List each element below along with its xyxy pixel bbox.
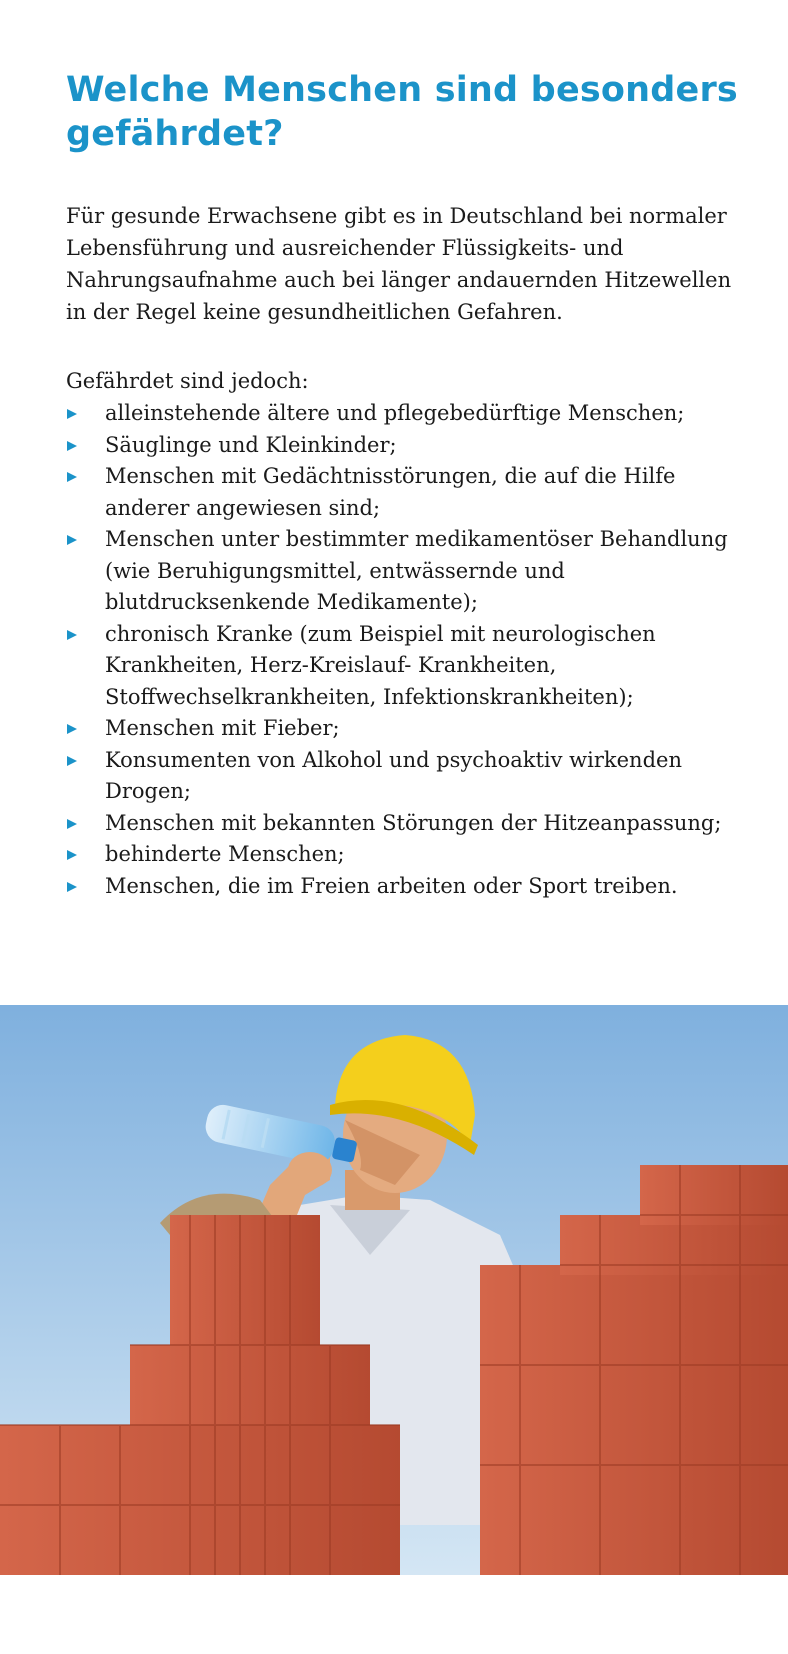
risk-group-text: Menschen, die im Freien arbeiten oder Sport treiben. [105,873,678,898]
risk-group-text: Konsumenten von Alkohol und psychoaktiv wirkenden Drogen; [105,747,682,803]
triangle-bullet-icon [67,472,77,482]
risk-group-item [66,524,746,619]
page-heading: Welche Menschen sind besonders gefährdet? [66,70,738,154]
triangle-bullet-icon [67,441,77,451]
risk-group-item [66,713,746,745]
risk-group-item [66,839,746,871]
intro-paragraph: Für gesunde Erwachsene gibt es in Deutschland bei normaler Lebensführung und ausreichender Flüssigkeits- und Nahrungsaufnahme auch bei länger andauernden Hitzewellen in der Regel keine gesundheitlichen Gefahren. [66,204,732,324]
triangle-bullet-icon [67,882,77,892]
risk-group-item [66,461,746,524]
risk-group-text: behinderte Menschen; [105,842,345,866]
risk-group-item [66,619,746,714]
risk-group-text: Menschen mit Gedächtnisstörungen, die auf die Hilfe anderer angewiesen sind; [105,464,676,520]
risk-group-text: alleinstehende ältere und pflegebedürftige Menschen; [105,401,685,425]
triangle-bullet-icon [67,409,77,419]
triangle-bullet-icon [67,850,77,860]
risk-group-item [66,398,746,430]
risk-group-item [66,745,746,808]
triangle-bullet-icon [67,724,77,734]
risk-group-text: Menschen mit bekannten Störungen der Hitzeanpassung; [105,810,722,835]
risk-group-item [66,808,746,840]
triangle-bullet-icon [67,819,77,829]
risk-group-item [66,430,746,462]
risk-group-text: chronisch Kranke (zum Beispiel mit neurologischen Krankheiten, Herz-Kreislauf- Krankheiten, Stoffwechselkrankheiten, Infektionskrankheiten); [105,621,656,709]
triangle-bullet-icon [67,756,77,766]
triangle-bullet-icon [67,535,77,545]
worker-drinking-photo [0,1005,788,1575]
risk-group-text: Menschen unter bestimmter medikamentöser Behandlung (wie Beruhigungsmittel, entwässernde und blutdrucksenkende Medikamente); [105,527,728,614]
risk-group-text: Säuglinge und Kleinkinder; [105,432,397,457]
triangle-bullet-icon [67,630,77,640]
list-lead-text: Gefährdet sind jedoch: [66,369,309,393]
risk-group-list [66,398,746,902]
risk-group-text: Menschen mit Fieber; [105,716,340,740]
risk-group-item [66,871,746,903]
